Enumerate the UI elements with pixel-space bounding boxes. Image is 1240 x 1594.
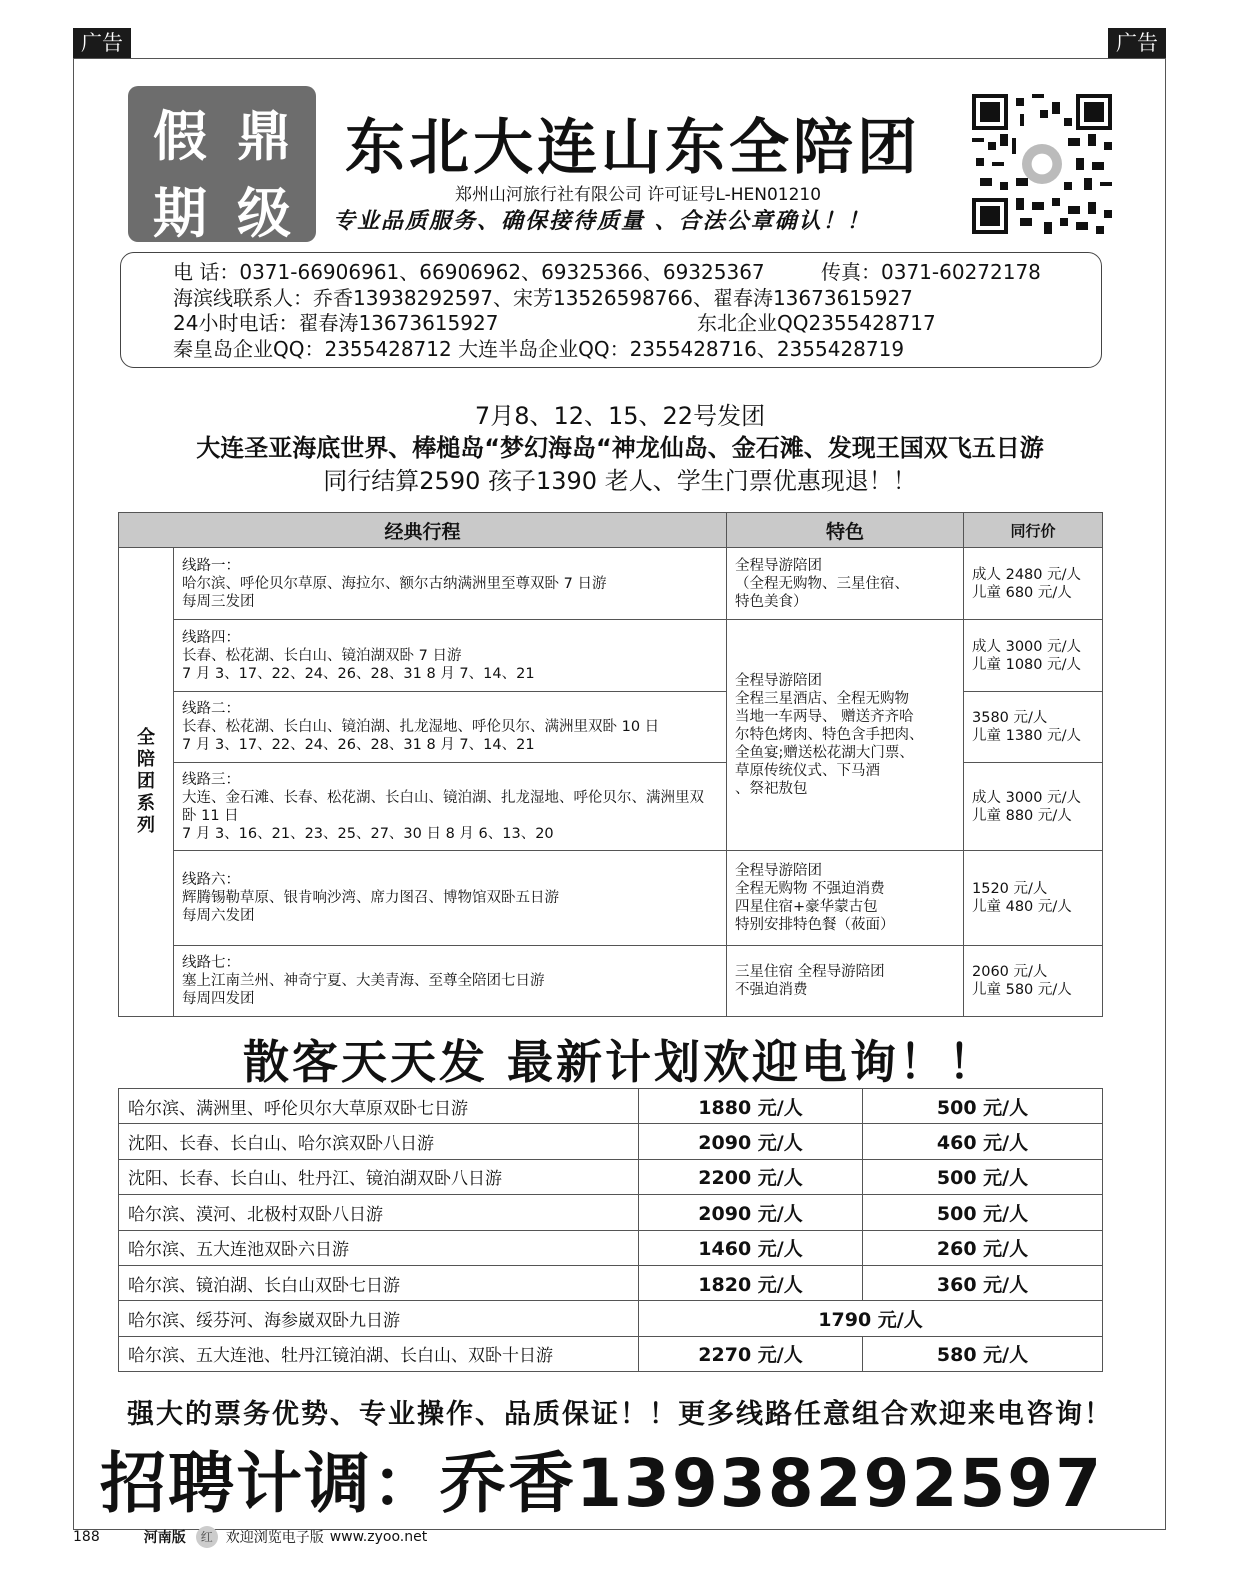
daily-adult-price: 1880 元/人: [639, 1089, 863, 1124]
price-cell: 3580 元/人 儿童 1380 元/人: [964, 692, 1103, 763]
logo-char: 鼎: [237, 104, 291, 168]
daily-banner: 散客天天发 最新计划欢迎电询！！: [242, 1035, 997, 1089]
site-link[interactable]: www.zyoo.net: [329, 1529, 428, 1545]
route-cell: 线路二： 长春、松花湖、长白山、镜泊湖、扎龙湿地、呼伦贝尔、满洲里双卧 10 日 7 月 3、17、22、24、26、28、31 8 月 7、14、21: [174, 692, 727, 763]
seaside-contacts: 海滨线联系人：乔香13938292597、宋芳13526598766、翟春涛13673615927: [173, 285, 913, 310]
route-cell: 线路四： 长春、松花湖、长白山、镜泊湖双卧 7 日游 7 月 3、17、22、24、26、28、31 8 月 7、14、21: [174, 620, 727, 692]
hotline-text: 24小时电话：翟春涛13673615927: [173, 311, 499, 335]
logo-char: 期: [153, 181, 207, 245]
fax-text: 传真：0371-60272178: [821, 260, 1041, 284]
daily-child-price: 500 元/人: [863, 1159, 1103, 1194]
bottom-slogan: 强大的票务优势、专业操作、品质保证！！更多线路任意组合欢迎来电咨询！: [127, 1399, 1113, 1430]
daily-adult-price: 2200 元/人: [639, 1159, 863, 1194]
route-cell: 线路七： 塞上江南兰州、神奇宁夏、大美青海、至尊全陪团七日游 每周四发团: [174, 946, 727, 1017]
contact-box: [120, 252, 1102, 368]
recruit-line: 招聘计调：乔香13938292597: [100, 1445, 1104, 1522]
northeast-qq: 东北企业QQ2355428717: [697, 311, 936, 335]
price-cell: 1520 元/人 儿童 480 元/人: [964, 851, 1103, 946]
table-row: [119, 1301, 1103, 1336]
daily-child-price: 500 元/人: [863, 1089, 1103, 1124]
table-row: [119, 1230, 1103, 1265]
edition-badge-icon: 红: [196, 1526, 218, 1548]
welcome-text: 欢迎浏览电子版: [225, 1530, 324, 1546]
table-row: [119, 851, 1103, 946]
price-cell: 成人 2480 元/人 儿童 680 元/人: [964, 548, 1103, 620]
price-cell: 成人 3000 元/人 儿童 1080 元/人: [964, 620, 1103, 692]
daily-adult-price: 2270 元/人: [639, 1336, 863, 1371]
daily-route: 哈尔滨、满洲里、呼伦贝尔大草原双卧七日游: [119, 1089, 639, 1124]
ad-tag-left: 广告: [73, 28, 131, 58]
page-footer: [73, 1526, 427, 1548]
feature-cell: 全程导游陪团 全程无购物 不强迫消费 四星住宿+豪华蒙古包 特别安排特色餐（莜面）: [727, 851, 964, 946]
header-price: 同行价: [964, 513, 1103, 548]
page-number: 188: [73, 1529, 100, 1545]
table-row: [119, 1089, 1103, 1124]
daily-single-price: 1790 元/人: [639, 1301, 1103, 1336]
table-row: [119, 1336, 1103, 1371]
daily-adult-price: 1820 元/人: [639, 1265, 863, 1300]
route-cell: 线路六： 辉腾锡勒草原、银肯响沙湾、席力图召、博物馆双卧五日游 每周六发团: [174, 851, 727, 946]
daily-adult-price: 2090 元/人: [639, 1195, 863, 1230]
qq-text: 秦皇岛企业QQ：2355428712 大连半岛企业QQ：2355428716、2355428719: [173, 336, 905, 361]
routes-table: [118, 512, 1103, 1017]
daily-route: 哈尔滨、漠河、北极村双卧八日游: [119, 1195, 639, 1230]
daily-route: 哈尔滨、绥芬河、海参崴双卧九日游: [119, 1301, 639, 1336]
daily-child-price: 500 元/人: [863, 1195, 1103, 1230]
phone-text: 电 话：0371-66906961、66906962、69325366、69325367: [173, 260, 765, 284]
table-row: [119, 548, 1103, 620]
promo-price: 同行结算2590 孩子1390 老人、学生门票优惠现退！！: [323, 467, 917, 495]
daily-child-price: 260 元/人: [863, 1230, 1103, 1265]
daily-route: 沈阳、长春、长白山、牡丹江、镜泊湖双卧八日游: [119, 1159, 639, 1194]
daily-route: 沈阳、长春、长白山、哈尔滨双卧八日游: [119, 1124, 639, 1159]
feature-cell: 全程导游陪团 （全程无购物、三星住宿、 特色美食）: [727, 548, 964, 620]
series-label: 全 陪 团 系 列: [119, 548, 174, 1017]
slogan: 专业品质服务、确保接待质量 、合法公章确认！！: [333, 209, 871, 234]
daily-route: 哈尔滨、镜泊湖、长白山双卧七日游: [119, 1265, 639, 1300]
ad-tag-right: 广告: [1108, 28, 1166, 58]
logo-char: 级: [237, 181, 291, 245]
table-row: [119, 1124, 1103, 1159]
table-row: [119, 946, 1103, 1017]
daily-child-price: 580 元/人: [863, 1336, 1103, 1371]
logo-char: 假: [153, 104, 207, 168]
daily-table: [118, 1088, 1103, 1372]
daily-child-price: 460 元/人: [863, 1124, 1103, 1159]
daily-adult-price: 1460 元/人: [639, 1230, 863, 1265]
daily-child-price: 360 元/人: [863, 1265, 1103, 1300]
table-row: [119, 1159, 1103, 1194]
table-header: [119, 513, 1103, 548]
route-cell: 线路三： 大连、金石滩、长春、松花湖、长白山、镜泊湖、扎龙湿地、呼伦贝尔、满洲里双卧 11 日 7 月 3、16、21、23、25、27、30 日 8 月 6、13、20: [174, 763, 727, 851]
edition-label: 河南版: [143, 1530, 186, 1546]
company-license: 郑州山河旅行社有限公司 许可证号L-HEN01210: [455, 185, 822, 205]
route-cell: 线路一： 哈尔滨、呼伦贝尔草原、海拉尔、额尔古纳满洲里至尊双卧 7 日游 每周三发团: [174, 548, 727, 620]
table-row: [119, 1265, 1103, 1300]
feature-cell: 三星住宿 全程导游陪团 不强迫消费: [727, 946, 964, 1017]
promo-title: 大连圣亚海底世界、棒槌岛“梦幻海岛“神龙仙岛、金石滩、发现王国双飞五日游: [196, 434, 1044, 462]
daily-route: 哈尔滨、五大连池、牡丹江镜泊湖、长白山、双卧十日游: [119, 1336, 639, 1371]
qr-code-icon: [972, 94, 1112, 234]
table-row: [119, 620, 1103, 692]
daily-route: 哈尔滨、五大连池双卧六日游: [119, 1230, 639, 1265]
header-feature: 特色: [727, 513, 964, 548]
header-route: 经典行程: [119, 513, 727, 548]
main-title: 东北大连山东全陪团: [345, 113, 921, 183]
price-cell: 成人 3000 元/人 儿童 880 元/人: [964, 763, 1103, 851]
table-row: [119, 1195, 1103, 1230]
daily-adult-price: 2090 元/人: [639, 1124, 863, 1159]
feature-cell-shared: 全程导游陪团 全程三星酒店、全程无购物 当地一车两导、 赠送齐齐哈 尔特色烤肉、特色含手把肉、 全鱼宴;赠送松花湖大门票、 草原传统仪式、下马酒 、祭祀敖包: [727, 620, 964, 851]
logo: [128, 86, 316, 245]
depart-dates: 7月8、12、15、22号发团: [474, 402, 766, 430]
price-cell: 2060 元/人 儿童 580 元/人: [964, 946, 1103, 1017]
